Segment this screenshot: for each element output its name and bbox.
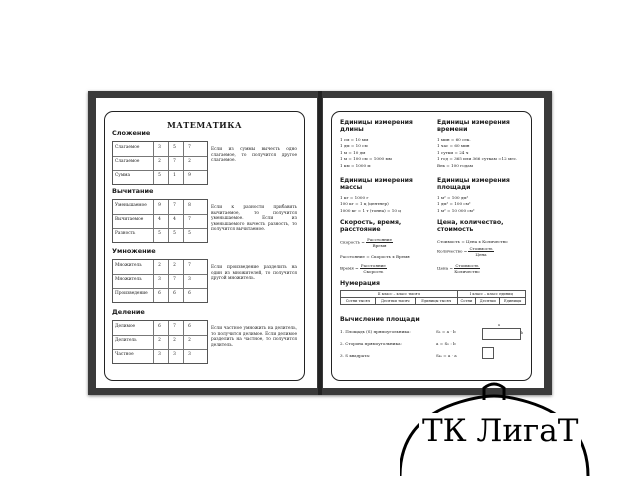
speed-title: Скорость, время, расстояние [340, 219, 402, 233]
math-row-value: 3 [188, 277, 191, 282]
math-row-value: 3 [158, 145, 161, 150]
speed-formula-2: Расстояние = Скорость х Время [340, 254, 410, 259]
math-row-label: Частное [115, 352, 134, 357]
area-calc-label-3: 3. S квадрата: [340, 353, 371, 358]
unit-line: 1 дм = 10 см [340, 143, 368, 149]
math-row-value: 7 [173, 203, 176, 208]
length-lines [340, 137, 392, 169]
math-section-title: Сложение [112, 129, 151, 137]
math-row-value: 2 [158, 338, 161, 343]
math-row-value: 2 [188, 338, 191, 343]
unit-line: 1000 кг = 1 т (тонна) = 10 ц [340, 207, 401, 213]
area-calc-label-1: 1. Площадь (S) прямоугольника: [340, 329, 411, 334]
table-divider [113, 170, 207, 171]
math-row-value: 6 [173, 291, 176, 296]
math-row-label: Уменьшаемое [115, 203, 147, 208]
table-divider [113, 335, 207, 336]
math-row-value: 9 [188, 173, 191, 178]
math-row-label: Разность [115, 231, 136, 236]
price-formula-3: Цена = $\frac{\text{Стоимость}}{\text{Количество}}$ [437, 263, 480, 274]
math-row-value: 2 [173, 263, 176, 268]
class-units: I класс – класс единиц [457, 291, 525, 298]
math-row-label: Слагаемое [115, 145, 140, 150]
area-calc-formula-3: Sₖₔ = a · a [436, 353, 457, 358]
table-divider [113, 228, 207, 229]
rectangle-diagram [482, 328, 524, 340]
math-row-value: 3 [173, 352, 176, 357]
price-formula-1: Стоимость = Цена х Количество [437, 239, 508, 244]
area-units-title: Единицы измерения площади [437, 177, 510, 191]
math-row-value: 7 [188, 145, 191, 150]
unit-line: 1 сутки = 24 ч [437, 149, 469, 155]
area-calc-formula-1: Sₙ = a · b [436, 329, 456, 334]
rect-side-b: b [521, 331, 524, 335]
unit-line: 1 м² = 10 000 см² [437, 207, 475, 213]
math-row-value: 6 [188, 291, 191, 296]
mass-lines [340, 195, 401, 214]
math-row-value: 2 [158, 159, 161, 164]
math-section-title: Деление [112, 308, 145, 316]
price-title: Цена, количество, стоимость [437, 219, 504, 233]
unit-line: 1 км = 1000 м [340, 162, 371, 168]
unit-line: 1 м = 100 см = 1000 мм [340, 156, 392, 162]
math-row-value: 1 [173, 173, 176, 178]
math-row-label: Произведение [115, 291, 148, 296]
math-title: МАТЕМАТИКА [166, 120, 243, 130]
unit-line: 100 кг = 1 ц (центнер) [340, 201, 389, 207]
math-row-value: 4 [158, 217, 161, 222]
math-rule-note: Если к разности прибавить вычитаемое, то получится уменьшаемое. Если из уменьшаемого вычесть разность, то получится вычитаемое. [211, 205, 297, 233]
unit-line: 1 час = 60 мин [437, 143, 470, 149]
math-row-value: 3 [158, 277, 161, 282]
math-row-value: 2 [173, 338, 176, 343]
math-row-value: 7 [173, 159, 176, 164]
length-title: Единицы измерения длины [340, 119, 413, 133]
math-row-label: Сумма [115, 173, 131, 178]
math-row-value: 2 [188, 159, 191, 164]
units-card [331, 111, 532, 381]
table-divider [113, 274, 207, 275]
math-row-label: Множитель [115, 277, 142, 282]
unit-line: 1 м² = 100 дм² [437, 195, 469, 200]
numbering-table [340, 290, 526, 305]
time-lines [437, 137, 517, 169]
mass-title: Единицы измерения массы [340, 177, 413, 191]
math-row-value: 7 [188, 217, 191, 222]
area-units-lines [437, 195, 475, 214]
unit-line: 1 кг = 1000 г [340, 195, 369, 200]
table-divider [113, 214, 207, 215]
right-page [323, 98, 544, 388]
left-page [96, 98, 317, 388]
math-row-value: 9 [158, 203, 161, 208]
unit-line: 1 см = 10 мм [340, 137, 369, 142]
area-calc-label-2: 2. Сторона прямоугольника: [340, 341, 402, 346]
math-row-value: 5 [188, 231, 191, 236]
math-row-value: 5 [158, 231, 161, 236]
numbering-col: Сотни [457, 298, 476, 305]
numbering-title: Нумерация [340, 280, 380, 287]
time-title: Единицы измерения времени [437, 119, 510, 133]
numbering-col: Десятки [476, 298, 500, 305]
rect-side-a: a [498, 323, 500, 327]
math-row-value: 5 [173, 231, 176, 236]
math-section-title: Умножение [112, 247, 156, 255]
math-row-value: 6 [158, 324, 161, 329]
math-row-value: 6 [188, 324, 191, 329]
unit-line: 1 дм² = 100 см² [437, 201, 471, 207]
math-row-label: Делитель [115, 338, 137, 343]
math-row-label: Вычитаемое [115, 217, 144, 222]
math-rule-note: Если частное умножить на делитель, то получится делимое. Если делимое разделить на частное, то получится делитель. [211, 326, 297, 348]
numbering-col: Единицы [500, 298, 526, 305]
math-row-value: 5 [158, 173, 161, 178]
unit-line: Век = 100 годам [437, 162, 473, 168]
math-row-value: 3 [188, 352, 191, 357]
price-formula-2: Количество = $\frac{\text{Стоимость}}{\text{Цена}}$ [437, 246, 493, 257]
math-row-value: 7 [173, 277, 176, 282]
math-card [104, 111, 305, 381]
area-calc-formula-2: a = Sₙ : b [436, 341, 456, 346]
speed-formula-1: Скорость = $\frac{\text{Расстояние}}{\text{Время}}$ [340, 237, 393, 248]
brand-logo: ТК ЛигаТ [419, 413, 581, 449]
square-diagram [482, 347, 494, 359]
unit-line: 1 м = 10 дм [340, 149, 366, 155]
notebook-spine [318, 91, 322, 395]
math-section-title: Вычитание [112, 187, 154, 195]
math-row-label: Слагаемое [115, 159, 140, 164]
numbering-col: Единицы тысяч [415, 298, 457, 305]
math-row-value: 4 [173, 217, 176, 222]
math-row-value: 7 [173, 324, 176, 329]
numbering-col: Десятки тысяч [375, 298, 415, 305]
numbering-col: Сотни тысяч [341, 298, 376, 305]
math-rule-note: Если произведение разделить на один из множителей, то получится другой множитель. [211, 265, 297, 282]
speed-formula-3: Время = $\frac{\text{Расстояние}}{\text{Скорость}}$ [340, 263, 386, 274]
class-thousands: II класс – класс тысяч [341, 291, 458, 298]
table-divider [113, 156, 207, 157]
table-divider [113, 288, 207, 289]
math-row-value: 2 [158, 263, 161, 268]
math-row-value: 6 [158, 291, 161, 296]
math-row-value: 8 [188, 203, 191, 208]
table-divider [113, 349, 207, 350]
math-rule-note: Если из суммы вычесть одно слагаемое, то получится другое слагаемое. [211, 147, 297, 164]
math-row-label: Множитель [115, 263, 142, 268]
math-row-label: Делимое [115, 324, 136, 329]
math-row-value: 5 [173, 145, 176, 150]
unit-line: 1 мин = 60 сек. [437, 137, 471, 142]
math-row-value: 7 [188, 263, 191, 268]
math-row-value: 3 [158, 352, 161, 357]
unit-line: 1 год = 365 или 366 суткам =12 мес. [437, 156, 518, 162]
area-calc-title: Вычисление площади [340, 316, 420, 323]
